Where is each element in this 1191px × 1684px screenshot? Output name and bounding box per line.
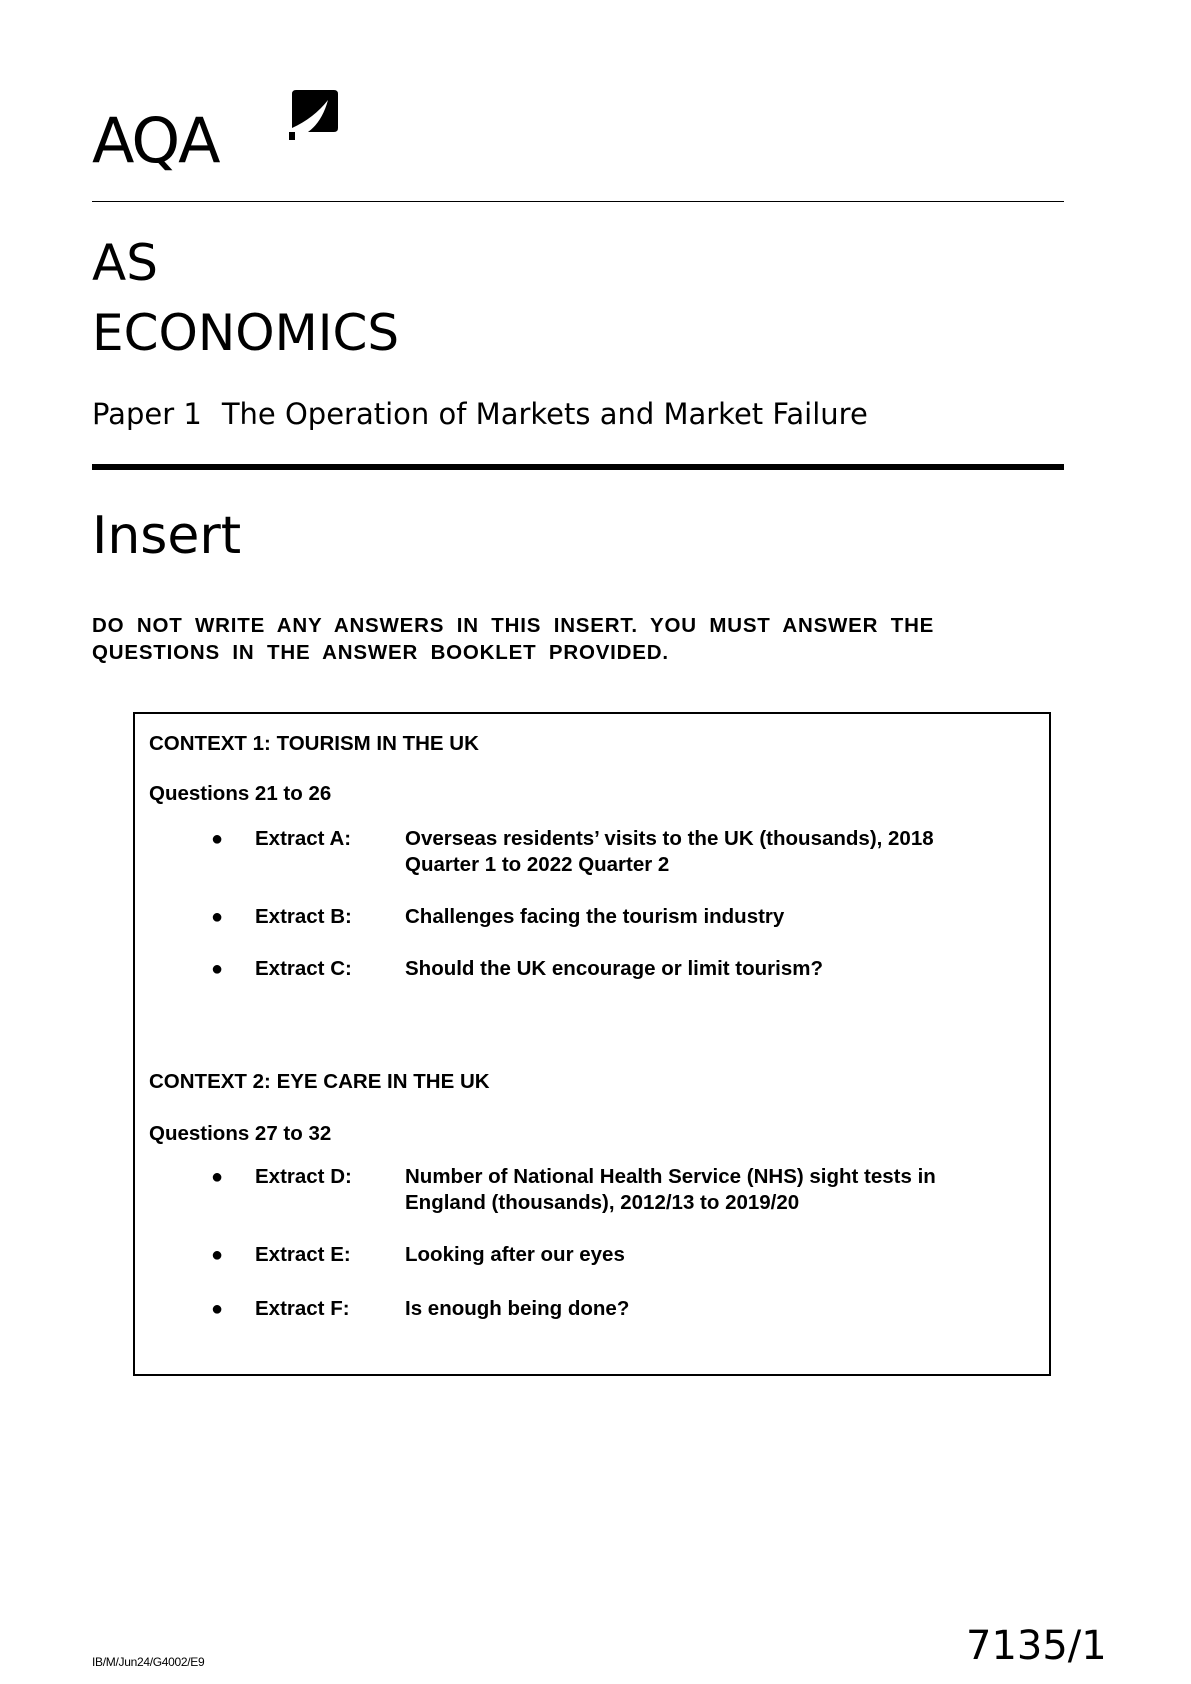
bullet-icon: ● (211, 906, 224, 928)
list-item (135, 1296, 1049, 1324)
extract-label: Extract C: (255, 957, 352, 980)
paper-heading (92, 397, 868, 431)
bullet-icon: ● (211, 1298, 224, 1320)
list-item (135, 1164, 1049, 1220)
extract-label: Extract D: (255, 1165, 352, 1188)
extract-label: Extract B: (255, 905, 352, 928)
leaf-icon (288, 88, 340, 144)
extract-label: Extract F: (255, 1297, 350, 1320)
logo-text: AQA (92, 104, 219, 177)
extract-description: Should the UK encourage or limit tourism? (405, 957, 823, 980)
bullet-icon: ● (211, 1244, 224, 1266)
context-2-title: CONTEXT 2: EYE CARE IN THE UK (149, 1070, 490, 1093)
bullet-icon: ● (211, 828, 224, 850)
paper-title: The Operation of Markets and Market Failure (221, 397, 868, 431)
extract-label: Extract E: (255, 1243, 351, 1266)
header-rule (92, 201, 1064, 202)
qualification-level: AS (92, 234, 158, 292)
document-code: IB/M/Jun24/G4002/E9 (92, 1655, 205, 1669)
section-rule (92, 464, 1064, 470)
paper-code: 7135/1 (966, 1623, 1107, 1669)
contents-box (133, 712, 1051, 1376)
bullet-icon: ● (211, 1166, 224, 1188)
extract-label: Extract A: (255, 827, 352, 850)
subject-title: ECONOMICS (92, 304, 400, 362)
paper-number: Paper 1 (92, 397, 202, 431)
extract-description: Challenges facing the tourism industry (405, 905, 785, 928)
context-2-questions: Questions 27 to 32 (149, 1122, 332, 1145)
instruction-text: DO NOT WRITE ANY ANSWERS IN THIS INSERT. YOU MUST ANSWER THE QUESTIONS IN THE ANSWER BOOKLET PROVIDED. (92, 614, 935, 664)
document-type: Insert (92, 506, 242, 566)
list-item (135, 904, 1049, 932)
extract-description: Overseas residents’ visits to the UK (thousands), 2018 Quarter 1 to 2022 Quarter 2 (405, 827, 934, 876)
extract-description: Looking after our eyes (405, 1243, 625, 1266)
list-item (135, 826, 1049, 882)
extract-description: Is enough being done? (405, 1297, 630, 1320)
aqa-logo (92, 88, 362, 180)
extract-description: Number of National Health Service (NHS) sight tests in England (thousands), 2012/13 to 2019/20 (405, 1165, 936, 1214)
bullet-icon: ● (211, 958, 224, 980)
list-item (135, 956, 1049, 984)
context-1-title: CONTEXT 1: TOURISM IN THE UK (149, 732, 479, 755)
list-item (135, 1242, 1049, 1270)
context-1-questions: Questions 21 to 26 (149, 782, 332, 805)
